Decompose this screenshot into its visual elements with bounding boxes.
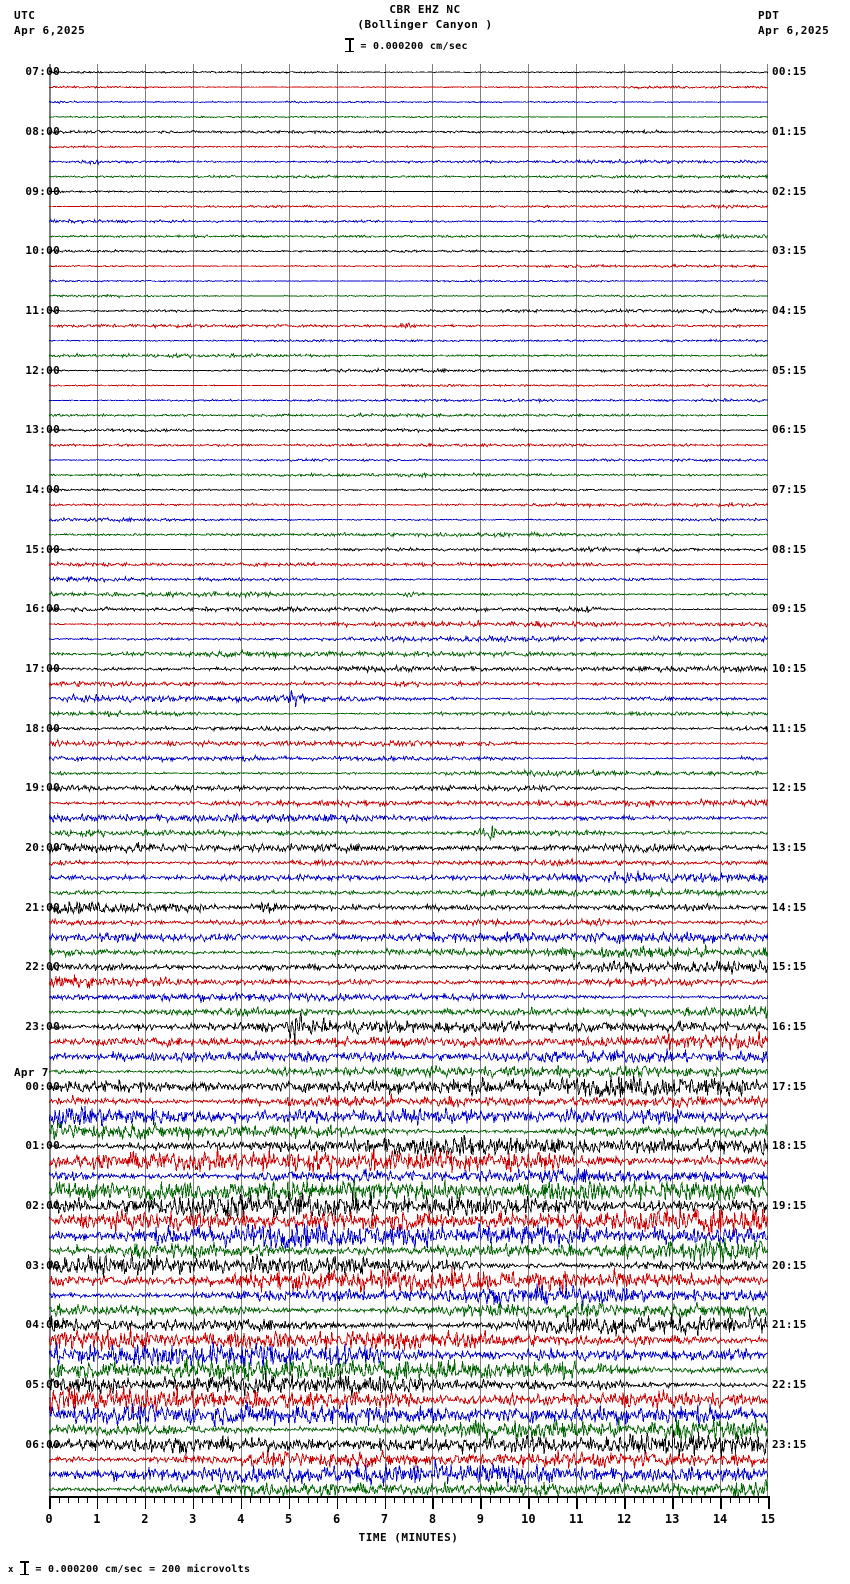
- trace-row-95: [49, 1480, 768, 1496]
- trace-row-25: [49, 443, 768, 447]
- trace-row-59: [49, 945, 768, 960]
- trace-row-69: [49, 1093, 768, 1108]
- axis-tick-minor-1-2: [116, 1496, 117, 1503]
- station-code-label: CBR EHZ NC: [389, 3, 461, 16]
- pdt-hour-label-2115: 21:15: [772, 1318, 807, 1332]
- trace-row-66: [49, 1049, 768, 1064]
- pdt-hour-label-1815: 18:15: [772, 1139, 807, 1153]
- utc-hour-label-1700: 17:00: [25, 661, 60, 675]
- trace-row-39: [49, 650, 768, 658]
- trace-row-71: [49, 1122, 768, 1140]
- axis-tick-minor-3-3: [222, 1496, 223, 1503]
- trace-row-29: [49, 503, 768, 507]
- axis-tick-minor-11-3: [605, 1496, 606, 1503]
- axis-tick-major-1: [97, 1496, 99, 1509]
- trace-row-8: [49, 190, 768, 193]
- axis-tick-label-15: 15: [760, 1512, 776, 1526]
- axis-tick-minor-12-2: [643, 1496, 644, 1503]
- utc-hour-label-0600: 06:00: [25, 1437, 60, 1451]
- axis-tick-major-14: [720, 1496, 722, 1509]
- pdt-hour-label-2015: 20:15: [772, 1258, 807, 1272]
- trace-row-61: [49, 975, 768, 989]
- trace-row-42: [49, 690, 768, 707]
- axis-tick-label-11: 11: [569, 1512, 584, 1526]
- axis-tick-minor-6-4: [375, 1496, 376, 1503]
- trace-row-74: [49, 1168, 768, 1185]
- axis-tick-minor-14-3: [749, 1496, 750, 1503]
- trace-row-32: [49, 547, 768, 552]
- axis-tick-minor-11-1: [586, 1496, 587, 1503]
- header-right-timezone-block: [758, 8, 829, 38]
- axis-tick-label-5: 5: [285, 1512, 293, 1526]
- trace-row-47: [49, 769, 768, 776]
- trace-row-38: [49, 636, 768, 643]
- trace-row-14: [49, 280, 768, 282]
- trace-row-50: [49, 814, 768, 823]
- axis-tick-minor-10-3: [557, 1496, 558, 1503]
- axis-tick-minor-9-3: [509, 1496, 510, 1503]
- axis-tick-minor-13-4: [710, 1496, 711, 1503]
- trace-row-92: [49, 1432, 768, 1458]
- header-right-zone-label: PDT: [758, 9, 780, 22]
- pdt-hour-label-2215: 22:15: [772, 1377, 807, 1391]
- axis-tick-label-9: 9: [476, 1512, 485, 1526]
- header-left-date-label: Apr 6,2025: [14, 24, 86, 37]
- pdt-hour-label-1715: 17:15: [772, 1079, 807, 1093]
- axis-tick-label-8: 8: [428, 1512, 437, 1526]
- axis-tick-minor-6-3: [365, 1496, 366, 1503]
- axis-tick-minor-5-1: [298, 1496, 299, 1503]
- axis-tick-minor-7-1: [394, 1496, 395, 1503]
- axis-tick-label-13: 13: [664, 1512, 680, 1526]
- axis-tick-major-9: [480, 1496, 482, 1509]
- utc-hour-label-0200: 02:00: [25, 1198, 60, 1212]
- trace-row-2: [49, 101, 768, 103]
- pdt-hour-label-0815: 08:15: [772, 542, 807, 556]
- axis-tick-label-4: 4: [237, 1512, 245, 1526]
- axis-tick-minor-10-1: [538, 1496, 539, 1503]
- station-site-label: (Bollinger Canyon ): [357, 18, 493, 31]
- trace-row-0: [49, 71, 768, 73]
- trace-row-4: [49, 130, 768, 134]
- trace-row-1: [49, 86, 768, 89]
- pdt-hour-label-1915: 19:15: [772, 1198, 807, 1212]
- pdt-hour-label-0715: 07:15: [772, 482, 807, 496]
- trace-row-57: [49, 918, 768, 926]
- trace-row-81: [49, 1267, 768, 1294]
- axis-tick-minor-6-1: [346, 1496, 347, 1503]
- axis-tick-minor-5-2: [308, 1496, 309, 1503]
- axis-tick-minor-1-3: [126, 1496, 127, 1503]
- trace-svg: [49, 64, 768, 1496]
- trace-row-35: [49, 592, 768, 598]
- utc-hour-label-1600: 16:00: [25, 602, 60, 616]
- axis-tick-minor-4-2: [260, 1496, 261, 1503]
- trace-row-3: [49, 116, 768, 118]
- trace-row-10: [49, 219, 768, 223]
- pdt-hour-label-1515: 15:15: [772, 960, 807, 974]
- pdt-hour-label-1115: 11:15: [772, 721, 807, 735]
- pdt-hour-label-1215: 12:15: [772, 781, 807, 795]
- axis-tick-minor-9-4: [519, 1496, 520, 1503]
- utc-hour-label-0900: 09:00: [25, 184, 60, 198]
- header-right-date-label: Apr 6,2025: [758, 24, 830, 37]
- trace-row-26: [49, 459, 768, 462]
- axis-tick-minor-0-1: [59, 1496, 60, 1503]
- axis-title: TIME (MINUTES): [358, 1531, 459, 1544]
- axis-tick-minor-12-4: [663, 1496, 664, 1503]
- utc-hour-label-1800: 18:00: [25, 721, 60, 735]
- axis-tick-major-0: [49, 1496, 51, 1509]
- trace-row-12: [49, 250, 768, 253]
- trace-canvas: [49, 64, 768, 1496]
- axis-tick-minor-4-3: [269, 1496, 270, 1503]
- axis-tick-major-11: [576, 1496, 578, 1509]
- trace-row-48: [49, 785, 768, 791]
- trace-row-28: [49, 489, 768, 491]
- pdt-hour-label-2315: 23:15: [772, 1437, 807, 1451]
- trace-row-94: [49, 1459, 768, 1487]
- axis-tick-label-layer: [0, 1512, 850, 1528]
- trace-row-30: [49, 518, 768, 522]
- trace-row-73: [49, 1146, 768, 1175]
- scale-legend: [345, 38, 535, 54]
- axis-tick-minor-3-1: [202, 1496, 203, 1503]
- utc-hour-label-1500: 15:00: [25, 542, 60, 556]
- trace-row-43: [49, 711, 768, 717]
- seismogram-plot-area: [49, 64, 768, 1496]
- pdt-hour-label-1315: 13:15: [772, 840, 807, 854]
- utc-hour-label-0000: 00:00: [25, 1079, 60, 1093]
- axis-tick-minor-13-1: [682, 1496, 683, 1503]
- trace-row-44: [49, 726, 768, 732]
- trace-row-31: [49, 532, 768, 537]
- trace-row-84: [49, 1313, 768, 1337]
- footer-scale-text: = 0.000200 cm/sec = 200 microvolts: [35, 1564, 251, 1575]
- trace-row-15: [49, 295, 768, 298]
- trace-row-37: [49, 620, 768, 628]
- trace-row-56: [49, 901, 768, 914]
- axis-tick-minor-2-3: [174, 1496, 175, 1503]
- utc-hour-label-0700: 07:00: [25, 65, 60, 79]
- trace-row-49: [49, 798, 768, 807]
- axis-tick-minor-6-2: [356, 1496, 357, 1503]
- pdt-hour-label-0515: 05:15: [772, 363, 807, 377]
- axis-tick-minor-3-4: [231, 1496, 232, 1503]
- utc-hour-label-0500: 05:00: [25, 1377, 60, 1391]
- axis-tick-minor-5-3: [317, 1496, 318, 1503]
- axis-tick-major-10: [528, 1496, 530, 1509]
- axis-tick-label-3: 3: [189, 1512, 197, 1526]
- trace-row-16: [49, 309, 768, 313]
- trace-row-80: [49, 1254, 768, 1278]
- axis-tick-minor-1-1: [107, 1496, 108, 1503]
- trace-row-34: [49, 577, 768, 582]
- axis-tick-minor-13-3: [701, 1496, 702, 1503]
- axis-tick-minor-8-1: [442, 1496, 443, 1503]
- trace-row-63: [49, 1005, 768, 1018]
- utc-hour-label-0300: 03:00: [25, 1258, 60, 1272]
- trace-row-18: [49, 339, 768, 342]
- trace-row-55: [49, 888, 768, 896]
- axis-tick-minor-7-4: [423, 1496, 424, 1503]
- utc-hour-label-0100: 01:00: [25, 1139, 60, 1153]
- axis-tick-minor-0-3: [78, 1496, 79, 1503]
- pdt-hour-label-0915: 09:15: [772, 602, 807, 616]
- trace-row-72: [49, 1135, 768, 1156]
- trace-row-17: [49, 323, 768, 328]
- trace-row-36: [49, 606, 768, 613]
- trace-row-60: [49, 960, 768, 974]
- pdt-hour-label-1015: 10:15: [772, 661, 807, 675]
- axis-tick-label-10: 10: [521, 1512, 536, 1526]
- axis-tick-minor-14-2: [739, 1496, 740, 1503]
- utc-hour-label-2200: 22:00: [25, 960, 60, 974]
- trace-row-20: [49, 369, 768, 373]
- trace-row-40: [49, 666, 768, 673]
- trace-row-45: [49, 740, 768, 747]
- axis-tick-minor-14-4: [758, 1496, 759, 1503]
- trace-row-41: [49, 681, 768, 687]
- axis-tick-minor-10-4: [567, 1496, 568, 1503]
- scale-legend-text: = 0.000200 cm/sec: [360, 41, 468, 52]
- axis-tick-minor-7-2: [404, 1496, 405, 1503]
- trace-row-7: [49, 175, 768, 179]
- utc-hour-label-1200: 12:00: [25, 363, 60, 377]
- utc-hour-label-1000: 10:00: [25, 244, 60, 258]
- trace-row-62: [49, 992, 768, 1002]
- axis-tick-minor-9-2: [500, 1496, 501, 1503]
- trace-row-19: [49, 354, 768, 359]
- pdt-hour-label-1615: 16:15: [772, 1019, 807, 1033]
- utc-hour-label-0400: 04:00: [25, 1318, 60, 1332]
- axis-tick-major-8: [432, 1496, 434, 1509]
- trace-row-9: [49, 205, 768, 208]
- axis-tick-minor-8-2: [452, 1496, 453, 1503]
- axis-tick-major-12: [624, 1496, 626, 1509]
- axis-tick-minor-3-2: [212, 1496, 213, 1503]
- time-axis: [49, 1496, 768, 1512]
- trace-row-65: [49, 1031, 768, 1051]
- trace-row-6: [49, 160, 768, 165]
- axis-tick-minor-13-2: [691, 1496, 692, 1503]
- trace-row-11: [49, 234, 768, 238]
- pdt-hour-label-0215: 02:15: [772, 184, 807, 198]
- trace-row-85: [49, 1327, 768, 1352]
- trace-row-70: [49, 1106, 768, 1128]
- trace-row-82: [49, 1284, 768, 1307]
- axis-tick-minor-4-1: [250, 1496, 251, 1503]
- axis-baseline: [49, 1496, 768, 1498]
- axis-tick-minor-8-4: [471, 1496, 472, 1503]
- pdt-hour-label-0615: 06:15: [772, 423, 807, 437]
- axis-tick-minor-0-2: [68, 1496, 69, 1503]
- axis-tick-minor-5-4: [327, 1496, 328, 1503]
- header-left-zone-label: UTC: [14, 9, 36, 22]
- trace-row-33: [49, 562, 768, 567]
- trace-row-24: [49, 428, 768, 432]
- trace-row-13: [49, 264, 768, 267]
- utc-hour-label-1100: 11:00: [25, 303, 60, 317]
- axis-tick-minor-8-3: [461, 1496, 462, 1503]
- pdt-hour-label-0315: 03:15: [772, 244, 807, 258]
- utc-hour-label-2000: 20:00: [25, 840, 60, 854]
- utc-hour-label-1400: 14:00: [25, 482, 60, 496]
- trace-row-68: [49, 1076, 768, 1098]
- pdt-hour-label-1415: 14:15: [772, 900, 807, 914]
- axis-tick-major-6: [337, 1496, 339, 1509]
- pdt-hour-label-0115: 01:15: [772, 124, 807, 138]
- axis-tick-minor-4-4: [279, 1496, 280, 1503]
- axis-tick-major-5: [289, 1496, 291, 1509]
- trace-row-54: [49, 871, 768, 883]
- trace-row-53: [49, 859, 768, 866]
- axis-tick-label-6: 6: [332, 1512, 341, 1526]
- axis-tick-minor-2-4: [183, 1496, 184, 1503]
- trace-row-88: [49, 1371, 768, 1398]
- trace-row-87: [49, 1357, 768, 1382]
- axis-tick-minor-12-3: [653, 1496, 654, 1503]
- trace-row-58: [49, 931, 768, 944]
- utc-hour-label-2300: 23:00: [25, 1019, 60, 1033]
- axis-tick-minor-11-4: [615, 1496, 616, 1503]
- pdt-hour-label-0015: 00:15: [772, 65, 807, 79]
- axis-tick-minor-11-2: [595, 1496, 596, 1503]
- header-center-block: [0, 2, 850, 32]
- utc-hour-label-1300: 13:00: [25, 423, 60, 437]
- axis-tick-major-7: [385, 1496, 387, 1509]
- axis-tick-minor-12-1: [634, 1496, 635, 1503]
- utc-hour-label-0800: 08:00: [25, 124, 60, 138]
- trace-row-23: [49, 413, 768, 417]
- axis-tick-label-2: 2: [141, 1512, 149, 1526]
- utc-hour-label-2100: 21:00: [25, 900, 60, 914]
- utc-hour-label-1900: 19:00: [25, 781, 60, 795]
- axis-tick-label-12: 12: [616, 1512, 632, 1526]
- axis-tick-minor-1-4: [135, 1496, 136, 1503]
- axis-tick-label-14: 14: [712, 1512, 728, 1526]
- axis-tick-minor-14-1: [730, 1496, 731, 1503]
- axis-tick-minor-2-1: [154, 1496, 155, 1503]
- axis-tick-major-4: [241, 1496, 243, 1509]
- axis-tick-major-2: [145, 1496, 147, 1509]
- trace-row-46: [49, 755, 768, 761]
- trace-row-67: [49, 1065, 768, 1078]
- axis-tick-minor-7-3: [413, 1496, 414, 1503]
- trace-row-93: [49, 1450, 768, 1469]
- footer-ibeam-icon: [20, 1561, 29, 1575]
- trace-row-91: [49, 1417, 768, 1443]
- day-rollover-label: Apr 7: [14, 1065, 49, 1079]
- axis-tick-major-13: [672, 1496, 674, 1509]
- axis-tick-label-1: 1: [93, 1512, 101, 1526]
- axis-tick-minor-0-4: [87, 1496, 88, 1503]
- axis-tick-minor-2-2: [164, 1496, 165, 1503]
- axis-tick-label-0: 0: [45, 1512, 53, 1526]
- trace-row-83: [49, 1301, 768, 1319]
- trace-row-21: [49, 384, 768, 387]
- trace-row-5: [49, 146, 768, 149]
- footer-mu-glyph: x: [8, 1565, 14, 1575]
- trace-row-51: [49, 826, 768, 840]
- axis-tick-label-7: 7: [380, 1512, 389, 1526]
- trace-row-27: [49, 473, 768, 478]
- footer-scale-note: [8, 1561, 250, 1575]
- trace-row-52: [49, 842, 768, 853]
- axis-tick-minor-10-2: [548, 1496, 549, 1503]
- axis-tick-major-15: [768, 1496, 770, 1509]
- scale-ibeam-icon: [345, 38, 354, 52]
- axis-tick-major-3: [193, 1496, 195, 1509]
- trace-row-22: [49, 399, 768, 403]
- axis-tick-minor-9-1: [490, 1496, 491, 1503]
- pdt-hour-label-0415: 04:15: [772, 303, 807, 317]
